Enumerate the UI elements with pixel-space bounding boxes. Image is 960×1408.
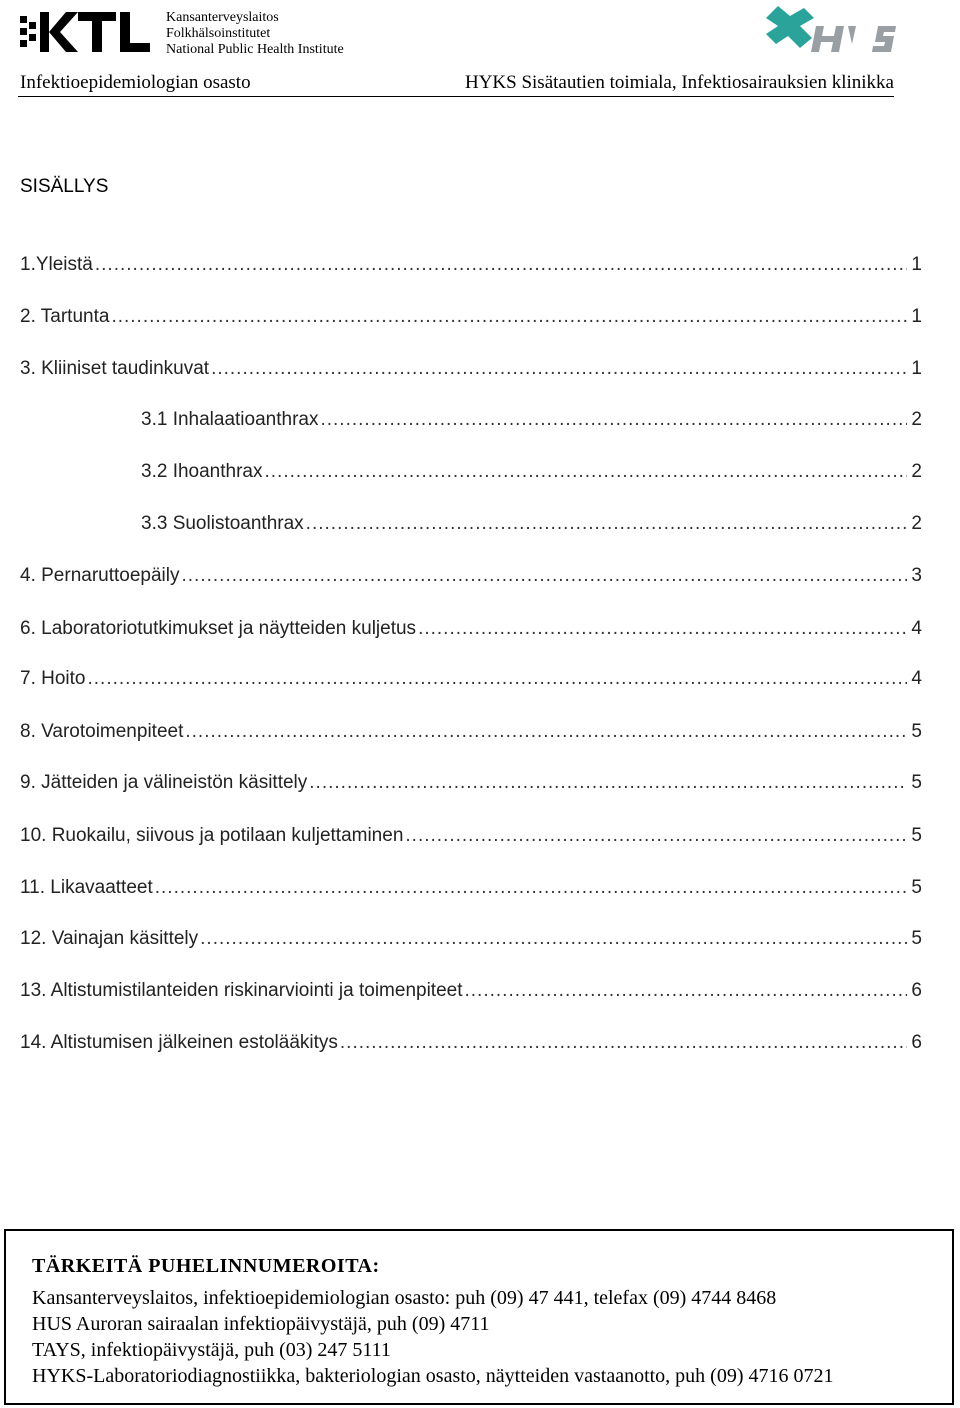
phone-line-ktl: Kansanterveyslaitos, infektioepidemiologian osasto: puh (09) 47 441, telefax (09) 4744 8468: [32, 1287, 777, 1309]
toc-entry-page: 2: [911, 461, 922, 482]
toc-leader: [465, 980, 908, 1002]
toc-entry-page: 5: [911, 772, 922, 793]
toc-entry-label: 3. Kliiniset taudinkuvat: [20, 358, 210, 379]
toc-entry-page: 5: [911, 721, 922, 742]
header-divider: [18, 96, 894, 97]
toc-leader: [340, 1032, 908, 1054]
toc-leader: [95, 254, 908, 276]
toc-entry-page: 5: [911, 825, 922, 846]
toc-title: SISÄLLYS: [20, 176, 109, 197]
toc-entry[interactable]: [20, 980, 922, 1004]
toc-entry-label: 3.3 Suolistoanthrax: [141, 513, 304, 534]
ktl-name-fi: Kansanterveyslaitos: [166, 10, 279, 25]
toc-leader: [211, 358, 907, 380]
toc-entry-page: 4: [911, 618, 922, 639]
toc-leader: [200, 928, 907, 950]
toc-entry-page: 2: [911, 513, 922, 534]
toc-entry[interactable]: [141, 409, 922, 433]
toc-entry[interactable]: [20, 565, 922, 589]
toc-leader: [185, 721, 907, 743]
toc-leader: [320, 409, 907, 431]
toc-entry[interactable]: [20, 254, 922, 278]
toc-entry-label: 6. Laboratoriotutkimukset ja näytteiden kuljetus: [20, 618, 417, 639]
toc-entry-label: 2. Tartunta: [20, 306, 110, 327]
toc-entry-label: 11. Likavaatteet: [20, 877, 153, 898]
toc-leader: [264, 461, 907, 483]
toc-leader: [405, 825, 907, 847]
toc-entry[interactable]: [141, 461, 922, 485]
toc-leader: [155, 877, 908, 899]
toc-leader: [306, 513, 908, 535]
toc-entry-label: 12. Vainajan käsittely: [20, 928, 199, 949]
ktl-name-en: National Public Health Institute: [166, 42, 344, 57]
toc-entry-label: 9. Jätteiden ja välineistön käsittely: [20, 772, 308, 793]
department-right: HYKS Sisätautien toimiala, Infektiosairauksien klinikka: [464, 72, 894, 93]
toc-entry-label: 14. Altistumisen jälkeinen estolääkitys: [20, 1032, 338, 1053]
toc-entry-label: 13. Altistumistilanteiden riskinarviointi ja toimenpiteet: [20, 980, 463, 1001]
toc-entry[interactable]: [20, 721, 922, 745]
toc-entry-label: 10. Ruokailu, siivous ja potilaan kuljettaminen: [20, 825, 404, 846]
toc-entry-page: 4: [911, 668, 922, 689]
toc-entry[interactable]: [20, 1032, 922, 1056]
toc-entry-page: 5: [911, 928, 922, 949]
toc-entry[interactable]: [20, 825, 922, 849]
toc-entry-page: 6: [911, 1032, 922, 1053]
toc-leader: [111, 306, 907, 328]
department-left: Infektioepidemiologian osasto: [20, 72, 251, 93]
toc-entry-label: 4. Pernaruttoepäily: [20, 565, 180, 586]
phone-line-hus-aurora: HUS Auroran sairaalan infektiopäivystäjä, puh (09) 4711: [32, 1313, 490, 1335]
toc-entry-page: 3: [911, 565, 922, 586]
ktl-institute-names: [166, 10, 344, 58]
ktl-name-sv: Folkhälsoinstitutet: [166, 26, 271, 41]
toc-leader: [182, 565, 908, 587]
toc-entry-label: 8. Varotoimenpiteet: [20, 721, 184, 742]
toc-entry-label: 3.1 Inhalaatioanthrax: [141, 409, 319, 430]
toc-entry-page: 1: [911, 254, 922, 275]
ktl-logo: [20, 12, 152, 54]
toc-entry[interactable]: [20, 877, 922, 901]
phone-line-hyks-lab: HYKS-Laboratoriodiagnostiikka, bakteriologian osasto, näytteiden vastaanotto, puh (09) 4716 0721: [32, 1365, 834, 1387]
toc-entry[interactable]: [20, 668, 922, 692]
toc-entry[interactable]: [20, 618, 922, 642]
toc-entry[interactable]: [141, 513, 922, 537]
toc-entry-label: 7. Hoito: [20, 668, 86, 689]
toc-entry-page: 1: [911, 306, 922, 327]
phone-line-tays: TAYS, infektiopäivystäjä, puh (03) 247 5111: [32, 1339, 391, 1361]
toc-entry[interactable]: [20, 358, 922, 382]
toc-leader: [418, 618, 907, 640]
toc-entry-page: 2: [911, 409, 922, 430]
toc-entry-page: 6: [911, 980, 922, 1001]
toc-entry-page: 5: [911, 877, 922, 898]
toc-entry-page: 1: [911, 358, 922, 379]
hus-logo: [764, 4, 898, 56]
toc-entry-label: 1.Yleistä: [20, 254, 93, 275]
toc-entry[interactable]: [20, 772, 922, 796]
toc-entry[interactable]: [20, 928, 922, 952]
toc-entry-label: 3.2 Ihoanthrax: [141, 461, 263, 482]
toc-leader: [87, 668, 907, 690]
toc-leader: [309, 772, 907, 794]
toc-entry[interactable]: [20, 306, 922, 330]
phone-numbers-title: TÄRKEITÄ PUHELINNUMEROITA:: [32, 1255, 380, 1277]
